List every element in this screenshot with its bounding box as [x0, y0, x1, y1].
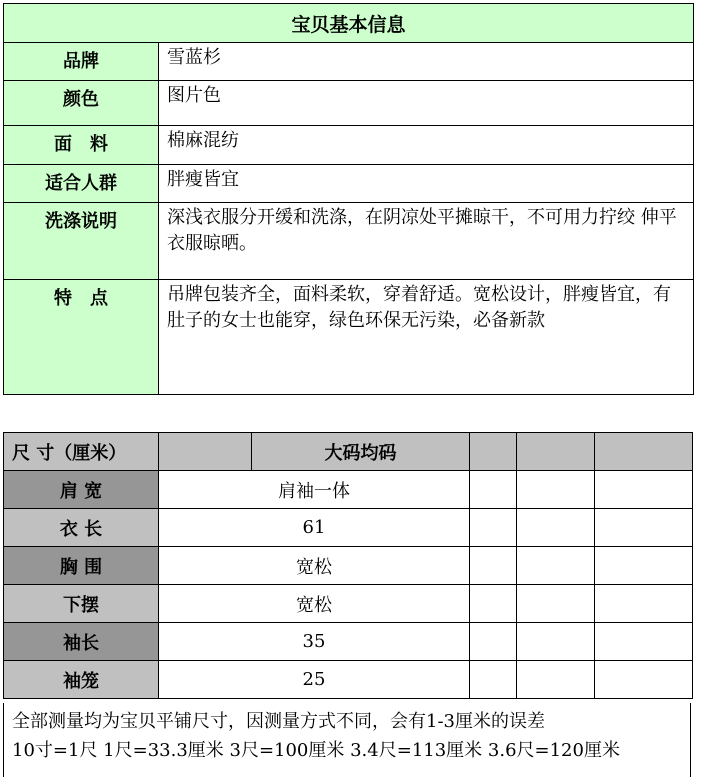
size-empty-cell — [470, 547, 517, 585]
size-empty-cell — [517, 547, 595, 585]
size-empty-cell — [470, 623, 517, 661]
size-empty-cell — [470, 585, 517, 623]
size-header-size: 大码均码 — [252, 433, 470, 471]
size-value-shoulder: 肩袖一体 — [159, 471, 470, 509]
product-info-table — [3, 3, 694, 395]
size-label-hem: 下摆 — [4, 585, 159, 623]
info-value-brand: 雪蓝杉 — [159, 43, 694, 81]
size-empty-cell — [517, 623, 595, 661]
info-label-color: 颜色 — [4, 81, 159, 126]
size-header-blank — [595, 433, 693, 471]
info-row-brand — [4, 43, 694, 81]
size-value-bust: 宽松 — [159, 547, 470, 585]
size-row-bust — [4, 547, 693, 585]
info-label-audience: 适合人群 — [4, 165, 159, 203]
measurement-notes — [3, 703, 691, 777]
size-empty-cell — [517, 471, 595, 509]
size-value-length: 61 — [159, 509, 470, 547]
size-header-blank — [470, 433, 517, 471]
notes-line-1: 全部测量均为宝贝平铺尺寸，因测量方式不同，会有1-3厘米的误差 — [12, 711, 545, 732]
size-row-shoulder — [4, 471, 693, 509]
info-value-audience: 胖瘦皆宜 — [159, 165, 694, 203]
size-empty-cell — [595, 585, 693, 623]
info-row-color — [4, 81, 694, 126]
info-title: 宝贝基本信息 — [4, 4, 694, 43]
size-empty-cell — [595, 661, 693, 699]
size-row-length — [4, 509, 693, 547]
size-empty-cell — [517, 585, 595, 623]
size-row-sleeve — [4, 623, 693, 661]
size-empty-cell — [517, 509, 595, 547]
info-label-fabric: 面 料 — [4, 126, 159, 165]
size-label-shoulder: 肩 宽 — [4, 471, 159, 509]
size-label-sleeve: 袖长 — [4, 623, 159, 661]
info-row-audience — [4, 165, 694, 203]
size-row-armhole — [4, 661, 693, 699]
size-empty-cell — [595, 509, 693, 547]
info-label-features: 特 点 — [4, 280, 159, 395]
info-value-features: 吊牌包装齐全，面料柔软，穿着舒适。宽松设计，胖瘦皆宜，有肚子的女士也能穿，绿色环保无污染，必备新款 — [159, 280, 694, 395]
info-value-washing: 深浅衣服分开缓和洗涤，在阴凉处平摊晾干，不可用力拧绞 伸平衣服晾晒。 — [159, 203, 694, 280]
size-empty-cell — [517, 661, 595, 699]
info-row-fabric — [4, 126, 694, 165]
size-label-armhole: 袖笼 — [4, 661, 159, 699]
size-header-row — [4, 433, 693, 471]
size-header-blank — [517, 433, 595, 471]
size-table — [3, 432, 693, 699]
size-label-bust: 胸 围 — [4, 547, 159, 585]
notes-line-2: 10寸=1尺 1尺=33.3厘米 3尺=100厘米 3.4尺=113厘米 3.6尺=120厘米 — [12, 740, 620, 761]
info-label-washing: 洗涤说明 — [4, 203, 159, 280]
size-empty-cell — [595, 547, 693, 585]
info-label-brand: 品牌 — [4, 43, 159, 81]
info-row-washing — [4, 203, 694, 280]
size-row-hem — [4, 585, 693, 623]
size-header-label: 尺 寸（厘米） — [4, 433, 159, 471]
size-label-length: 衣 长 — [4, 509, 159, 547]
info-value-fabric: 棉麻混纺 — [159, 126, 694, 165]
size-empty-cell — [470, 471, 517, 509]
info-value-color: 图片色 — [159, 81, 694, 126]
size-header-blank — [159, 433, 252, 471]
size-value-hem: 宽松 — [159, 585, 470, 623]
info-title-row — [4, 4, 694, 43]
info-row-features — [4, 280, 694, 395]
size-empty-cell — [595, 471, 693, 509]
section-spacer — [3, 396, 691, 432]
size-empty-cell — [470, 509, 517, 547]
size-value-sleeve: 35 — [159, 623, 470, 661]
size-empty-cell — [470, 661, 517, 699]
size-value-armhole: 25 — [159, 661, 470, 699]
size-empty-cell — [595, 623, 693, 661]
